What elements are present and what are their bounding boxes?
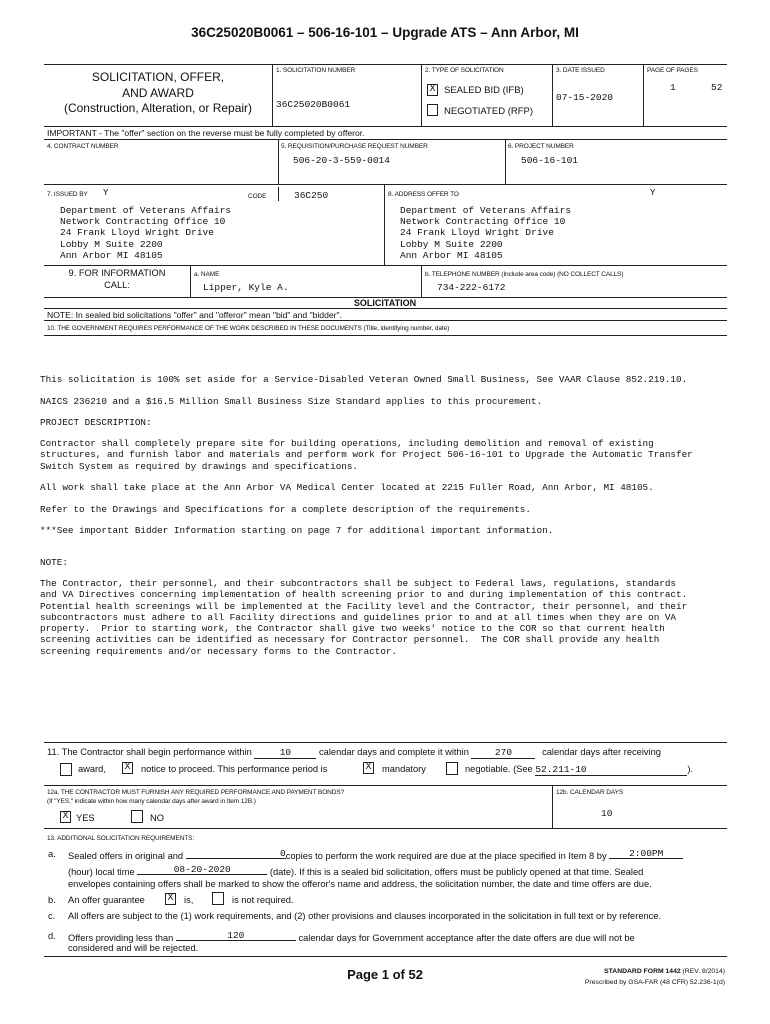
footer-rule bbox=[44, 956, 727, 957]
requisition-value: 506-20-3-559-0014 bbox=[293, 155, 390, 166]
divider bbox=[44, 320, 727, 321]
naics-paragraph: NAICS 236210 and a $16.5 Million Small Business Size Standard applies to this procurement. bbox=[40, 396, 543, 407]
item-13a-line1 bbox=[68, 849, 683, 861]
negotiated-label: NEGOTIATED (RFP) bbox=[444, 106, 534, 117]
item-13a-line3: envelopes containing offers shall be marked to show the offeror's name and address, the solicitation number, the date and time offers are due. bbox=[68, 879, 652, 889]
divider bbox=[44, 308, 727, 309]
total-pages: 52 bbox=[711, 82, 723, 93]
bonds-label: 12a. THE CONTRACTOR MUST FURNISH ANY REQUIRED PERFORMANCE AND PAYMENT BONDS? bbox=[47, 789, 345, 796]
note-heading: NOTE: bbox=[40, 557, 68, 568]
address-line: 24 Frank Lloyd Wright Drive bbox=[400, 227, 554, 239]
code-value: 36C250 bbox=[294, 190, 329, 201]
name-label: a. NAME bbox=[194, 271, 220, 278]
mandatory-label: mandatory bbox=[382, 764, 426, 774]
sealed-bid-checkbox[interactable]: X bbox=[427, 84, 438, 96]
copies-count: 0 bbox=[186, 849, 286, 859]
guarantee-is-label: is, bbox=[184, 895, 194, 905]
divider bbox=[421, 265, 422, 297]
address-offer-address bbox=[400, 205, 571, 261]
item-13d-text: calendar days for Government acceptance after the date offers are due will not be bbox=[298, 933, 635, 943]
divider bbox=[44, 126, 727, 127]
address-offer-label: 8. ADDRESS OFFER TO bbox=[388, 191, 459, 198]
item-13a-text: (hour) local time bbox=[68, 867, 135, 877]
divider bbox=[384, 184, 385, 265]
item-13a-letter: a. bbox=[48, 849, 56, 859]
negotiable-text bbox=[465, 764, 693, 776]
issued-by-address bbox=[60, 205, 231, 261]
item-13d-letter: d. bbox=[48, 931, 56, 941]
sealed-bid-label: SEALED BID (IFB) bbox=[444, 85, 524, 96]
info-call-line: 9. FOR INFORMATION bbox=[68, 268, 166, 278]
guarantee-is-checkbox[interactable]: X bbox=[165, 893, 176, 905]
health-screening-paragraph: The Contractor, their personnel, and their subcontractors shall be subject to Federal laws, regulations, standards and VA Directives concerning implementation of health screening prior to and during implementation of this contract. Potential health screenings will be implemented at the Facility level and the Contractor, their personnel, and their subcontractors must adhere to all Facility directions and guidelines prior to and at all times when they are on VA property. Prior to starting work, the Contractor shall give two weeks' notice to the COR so that current health screening activities can be identified as necessary for Contractor personnel. The COR shall provide any health screening requirements and/or necessary forms to the Contractor. bbox=[40, 578, 688, 657]
bonds-yes-checkbox[interactable]: X bbox=[60, 811, 71, 823]
item-13c-text: All offers are subject to the (1) work requirements, and (2) other provisions and clauses incorporated in the solicitation in full text or by reference. bbox=[68, 911, 662, 921]
additional-requirements-label: 13. ADDITIONAL SOLICITATION REQUIREMENTS: bbox=[47, 835, 195, 842]
divider bbox=[552, 64, 553, 126]
form-title-line: AND AWARD bbox=[122, 85, 194, 100]
address-line: Lobby M Suite 2200 bbox=[400, 238, 503, 250]
due-time: 2:00PM bbox=[609, 849, 683, 859]
sealed-bid-note: NOTE: In sealed bid solicitations "offer" and "offeror" mean "bid" and "bidder". bbox=[47, 310, 342, 320]
closing-paren: ). bbox=[687, 764, 693, 774]
contact-name: Lipper, Kyle A. bbox=[203, 282, 289, 293]
guarantee-not-label: is not required. bbox=[232, 895, 294, 905]
address-line: Lobby M Suite 2200 bbox=[60, 238, 163, 250]
clause-reference: 52.211-10 bbox=[535, 764, 687, 776]
location-paragraph: All work shall take place at the Ann Arbor VA Medical Center located at 2215 Fuller Road, Ann Arbor, MI 48105. bbox=[40, 482, 654, 493]
date-issued-value: 07-15-2020 bbox=[556, 92, 614, 103]
form-title-line: (Construction, Alteration, or Repair) bbox=[63, 101, 253, 115]
item-11-text: calendar days and complete it within bbox=[319, 747, 469, 757]
item-13a-text: copies to perform the work required are due at the place specified in Item 8 by bbox=[285, 851, 607, 861]
address-line: Ann Arbor MI 48105 bbox=[60, 249, 163, 261]
requisition-label: 5. REQUISITION/PURCHASE REQUEST NUMBER bbox=[281, 143, 428, 150]
divider bbox=[44, 335, 727, 336]
negotiable-label: negotiable. (See bbox=[465, 764, 533, 774]
divider bbox=[44, 184, 727, 185]
item-10-label: 10. THE GOVERNMENT REQUIRES PERFORMANCE OF THE WORK DESCRIBED IN THESE DOCUMENTS (Title, identifying number, date) bbox=[47, 325, 450, 332]
standard-form-revision: (REV. 8/2014) bbox=[682, 968, 725, 975]
negotiated-checkbox[interactable] bbox=[427, 104, 438, 116]
solicitation-heading: SOLICITATION bbox=[353, 298, 417, 308]
contract-number-label: 4. CONTRACT NUMBER bbox=[47, 143, 119, 150]
divider bbox=[190, 265, 191, 297]
bonds-sublabel: (If "YES," indicate within how many calendar days after award in Item 12B.) bbox=[47, 798, 256, 805]
offer-guarantee-label: An offer guarantee bbox=[68, 895, 145, 905]
info-call-line: CALL: bbox=[104, 279, 130, 290]
complete-days: 270 bbox=[471, 747, 535, 759]
issued-by-mark: Y bbox=[103, 188, 109, 198]
calendar-days-value: 10 bbox=[601, 808, 613, 819]
award-checkbox[interactable] bbox=[60, 763, 72, 776]
divider bbox=[278, 139, 279, 184]
address-offer-mark: Y bbox=[650, 188, 656, 198]
standard-form-number: STANDARD FORM 1442 bbox=[604, 968, 681, 975]
drawings-paragraph: Refer to the Drawings and Specifications for a complete description of the requirements. bbox=[40, 504, 531, 515]
item-13a-line2 bbox=[68, 865, 643, 877]
page-of-pages-label: PAGE OF PAGES bbox=[647, 67, 698, 74]
item-11-line1 bbox=[47, 747, 661, 759]
prescribed-by: Prescribed by GSA-FAR (48 CFR) 52.236-1(d) bbox=[584, 979, 725, 986]
divider bbox=[272, 64, 273, 126]
divider bbox=[44, 265, 727, 266]
divider bbox=[44, 742, 727, 743]
divider bbox=[44, 785, 727, 786]
item-13c-letter: c. bbox=[48, 911, 56, 921]
divider bbox=[552, 785, 553, 828]
info-call-label bbox=[47, 268, 187, 291]
mandatory-checkbox[interactable]: X bbox=[363, 762, 374, 774]
bonds-no-label: NO bbox=[150, 813, 164, 823]
project-number-label: 6. PROJECT NUMBER bbox=[508, 143, 574, 150]
item-11-text: 11. The Contractor shall begin performance within bbox=[47, 747, 252, 757]
document-header-title: 36C25020B0061 – 506-16-101 – Upgrade ATS – Ann Arbor, MI bbox=[191, 25, 579, 40]
address-line: Department of Veterans Affairs bbox=[400, 205, 572, 216]
item-13b-letter: b. bbox=[48, 895, 56, 905]
solicitation-type-label: 2. TYPE OF SOLICITATION bbox=[425, 67, 504, 74]
form-block-title bbox=[46, 70, 270, 117]
item-13d-line1 bbox=[68, 931, 635, 943]
divider bbox=[643, 64, 644, 126]
item-13a-text: (date). If this is a sealed bid solicitation, offers must be publicly opened at that time. Sealed bbox=[269, 867, 644, 877]
divider bbox=[44, 828, 727, 829]
item-13d-line2: considered and will be rejected. bbox=[68, 943, 199, 953]
date-issued-label: 3. DATE ISSUED bbox=[556, 67, 605, 74]
project-description-heading: PROJECT DESCRIPTION: bbox=[40, 417, 152, 428]
begin-days: 10 bbox=[254, 747, 316, 759]
item-13d-text: Offers providing less than bbox=[68, 933, 174, 943]
divider bbox=[505, 139, 506, 184]
page-indicator: Page 1 of 52 bbox=[347, 967, 423, 982]
address-line: Department of Veterans Affairs bbox=[60, 205, 232, 216]
divider bbox=[421, 64, 422, 126]
telephone-value: 734-222-6172 bbox=[437, 282, 506, 293]
set-aside-paragraph: This solicitation is 100% set aside for a Service-Disabled Veteran Owned Small Business, See VAAR Clause 852.219.10. bbox=[40, 374, 688, 385]
notice-to-proceed-label: notice to proceed. This performance period is bbox=[141, 764, 328, 774]
important-notice: IMPORTANT - The "offer" section on the reverse must be fully completed by offeror. bbox=[47, 128, 365, 138]
address-line: Ann Arbor MI 48105 bbox=[400, 249, 503, 261]
guarantee-not-checkbox[interactable] bbox=[212, 892, 224, 905]
item-11-text: calendar days after receiving bbox=[542, 747, 661, 757]
calendar-days-label: 12b. CALENDAR DAYS bbox=[556, 789, 624, 796]
form-top-border bbox=[44, 64, 727, 65]
address-line: Network Contracting Office 10 bbox=[60, 216, 226, 228]
page-number: 1 bbox=[670, 82, 676, 93]
negotiable-checkbox[interactable] bbox=[446, 762, 458, 775]
telephone-label: b. TELEPHONE NUMBER (Include area code) (NO COLLECT CALLS) bbox=[425, 271, 624, 278]
issued-by-label: 7. ISSUED BY bbox=[47, 191, 88, 198]
address-line: Network Contracting Office 10 bbox=[400, 216, 566, 228]
acceptance-days: 120 bbox=[176, 931, 296, 941]
solicitation-number-label: 1. SOLICITATION NUMBER bbox=[276, 67, 356, 74]
bonds-no-checkbox[interactable] bbox=[131, 810, 143, 823]
award-label: award, bbox=[78, 764, 106, 774]
project-description-paragraph: Contractor shall completely prepare site for building operations, including demolition and removal of existing structures, and furnish labor and materials and perform work for Project 506-16-101 to Upgrade the Automatic Transfer Switch System as required by drawings and specifications. bbox=[40, 438, 693, 472]
divider bbox=[44, 139, 727, 140]
item-13a-text: Sealed offers in original and bbox=[68, 851, 184, 861]
notice-to-proceed-checkbox[interactable]: X bbox=[122, 762, 133, 774]
bonds-yes-label: YES bbox=[76, 813, 95, 823]
bidder-info-paragraph: ***See important Bidder Information starting on page 7 for additional important information. bbox=[40, 525, 554, 536]
form-title-line: SOLICITATION, OFFER, bbox=[91, 70, 225, 84]
standard-form-line bbox=[520, 968, 725, 975]
divider bbox=[278, 187, 279, 201]
project-number-value: 506-16-101 bbox=[521, 155, 579, 166]
due-date: 08-20-2020 bbox=[137, 865, 267, 875]
solicitation-number-value: 36C25020B0061 bbox=[276, 99, 351, 110]
address-line: 24 Frank Lloyd Wright Drive bbox=[60, 227, 214, 239]
code-label: CODE bbox=[248, 193, 267, 200]
